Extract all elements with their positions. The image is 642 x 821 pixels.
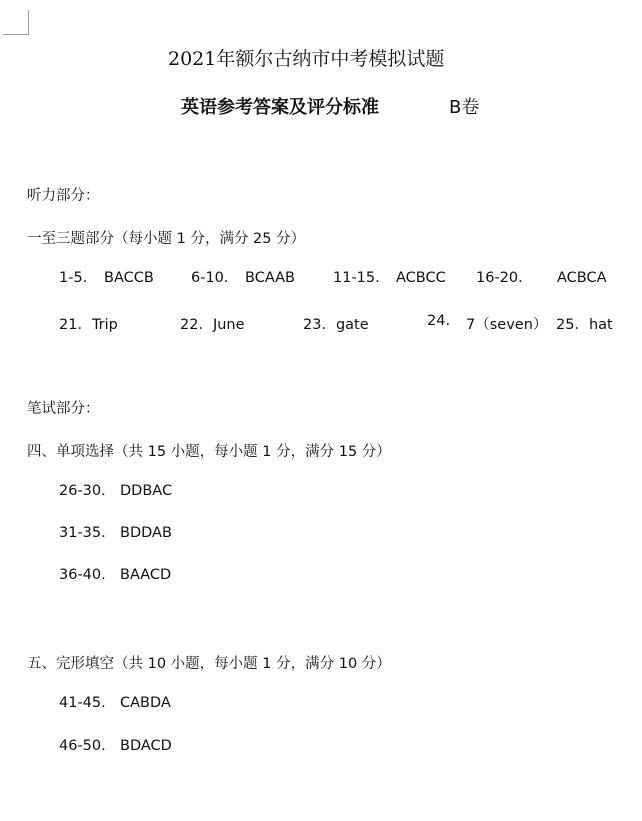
answer-range: 46-50. — [59, 738, 106, 754]
answer-item: 25．hat — [556, 317, 613, 333]
part4-title: 四、单项选择（共 15 小题，每小题 1 分，满分 15 分） — [27, 444, 391, 460]
answer-value: BACCB — [104, 270, 154, 286]
answer-range: 11-15. — [333, 270, 380, 286]
answer-value: BCAAB — [245, 270, 296, 286]
answer-item: 21．Trip — [59, 317, 118, 333]
answer-range: 31-35. — [59, 525, 106, 541]
answer-value: ACBCA — [557, 270, 607, 286]
paper-version: B卷 — [449, 97, 480, 118]
answer-value: CABDA — [120, 695, 171, 711]
answer-value: BDACD — [120, 738, 172, 754]
writing-heading: 笔试部分： — [27, 401, 100, 417]
document-title: 2021年额尔古纳市中考模拟试题 — [168, 48, 445, 70]
answer-value: DDBAC — [120, 483, 173, 499]
answer-range: 16-20. — [476, 270, 523, 286]
listening-heading: 听力部分： — [27, 188, 100, 204]
answer-value: BDDAB — [120, 525, 172, 541]
answer-range: 6-10. — [191, 270, 229, 286]
answer-range: 26-30. — [59, 483, 106, 499]
answer-item: 22．June — [180, 317, 245, 333]
answer-value: BAACD — [120, 567, 172, 583]
answer-range: 1-5. — [59, 270, 88, 286]
answer-range: 36-40. — [59, 567, 106, 583]
answer-range: 41-45. — [59, 695, 106, 711]
document-subtitle: 英语参考答案及评分标准 — [181, 97, 379, 118]
margin-corner-mark — [3, 10, 29, 35]
listening-part1-title: 一至三题部分（每小题 1 分，满分 25 分） — [27, 231, 306, 247]
answer-item: 24. — [427, 313, 451, 329]
part5-title: 五、完形填空（共 10 小题，每小题 1 分，满分 10 分） — [27, 656, 391, 672]
answer-item: 7（seven） — [466, 317, 548, 333]
answer-value: ACBCC — [396, 270, 446, 286]
answer-item: 23．gate — [303, 317, 369, 333]
